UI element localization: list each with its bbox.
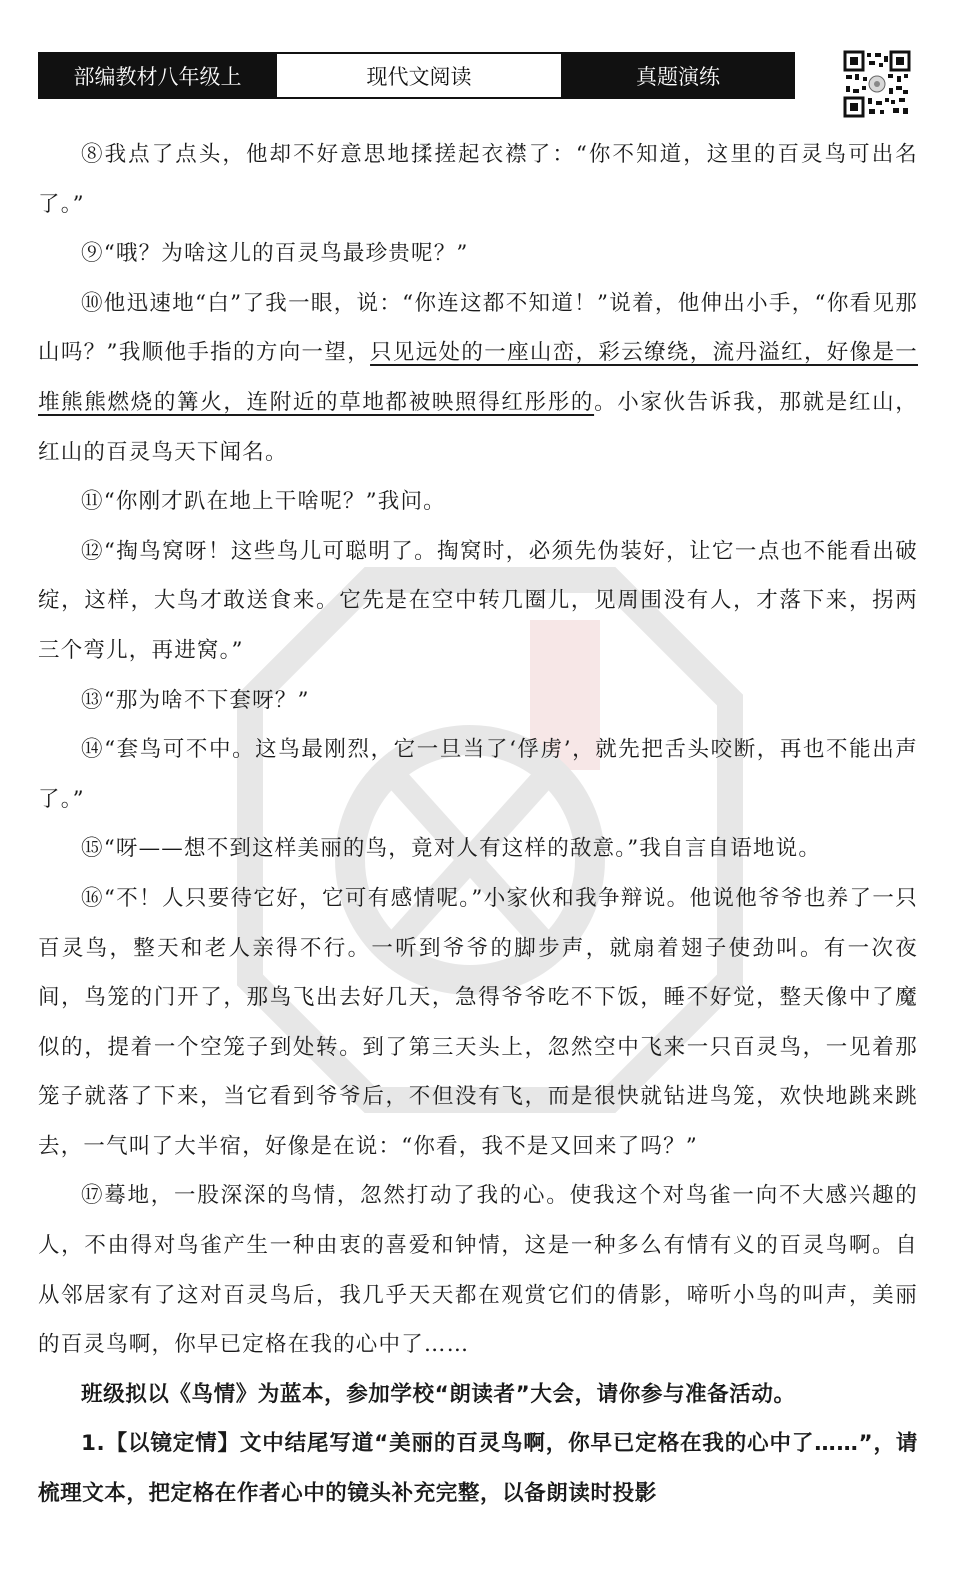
article-body (38, 130, 918, 1519)
paragraph-15: ⑮“呀——想不到这样美丽的鸟，竟对人有这样的敌意。”我自言自语地说。 (81, 836, 822, 862)
paragraph-14: ⑭“套鸟可不中。这鸟最刚烈，它一旦当了‘俘虏’，就先把舌头咬断，再也不能出声了。” (38, 737, 918, 812)
paragraph-16: ⑯“不！人只要待它好，它可有感情呢。”小家伙和我争辩说。他说他爷爷也养了一只百灵鸟，整天和老人亲得不行。一听到爷爷的脚步声，就扇着翅子使劲叫。有一次夜间，鸟笼的门开了，那鸟飞出去好几天，急得爷爷吃不下饭，睡不好觉，整天像中了魔似的，提着一个空笼子到处转。到了第三天头上，忽然空中飞来一只百灵鸟，一见着那笼子就落了下来，当它看到爷爷后，不但没有飞，而是很快就钻进鸟笼，欢快地跳来跳去，一气叫了大半宿，好像是在说：“你看，我不是又回来了吗？” (38, 885, 918, 1159)
header-bar (38, 52, 795, 99)
paragraph-11: ⑪“你刚才趴在地上干啥呢？”我问。 (81, 489, 446, 515)
paragraph-17: ⑰蓦地，一股深深的鸟情，忽然打动了我的心。使我这个对鸟雀一向不大感兴趣的人，不由得对鸟雀产生一种由衷的喜爱和钟情，这是一种多么有情有义的百灵鸟啊。自从邻居家有了这对百灵鸟后，我几乎天天都在观赏它们的倩影，啼听小鸟的叫声，美丽的百灵鸟啊，你早已定格在我的心中了…… (38, 1183, 918, 1358)
question-1: 1.【以镜定情】文中结尾写道“美丽的百灵鸟啊，你早已定格在我的心中了……”，请梳理文本，把定格在作者心中的镜头补充完整，以备朗读时投影 (38, 1431, 918, 1507)
paragraph-10-lead: ⑩他迅速地“白”了我一眼，说：“你连这都不知道！”说着，他伸出小手，“你看见那山吗？”我顺他手指的方向一望， (38, 290, 918, 366)
header-textbook: 部编教材八年级上 (40, 54, 275, 97)
paragraph-10-tail: 。小家伙告诉我，那就是红山，红山的百灵鸟天下闻名。 (38, 389, 918, 465)
qr-code-icon[interactable] (843, 50, 911, 118)
paragraph-9: ⑨“哦？为啥这儿的百灵鸟最珍贵呢？” (81, 241, 469, 267)
paragraph-8: ⑧我点了点头，他却不好意思地揉搓起衣襟了：“你不知道，这里的百灵鸟可出名了。” (38, 142, 918, 217)
underlined-sentence: 只见远处的一座山峦，彩云缭绕，流丹溢红，好像是一堆熊熊燃烧的篝火，连附近的草地都被映照得红彤彤的 (38, 340, 918, 415)
paragraph-12: ⑫“掏鸟窝呀！这些鸟儿可聪明了。掏窝时，必须先伪装好，让它一点也不能看出破绽，这样，大鸟才敢送食来。它先是在空中转几圈儿，见周围没有人，才落下来，拐两三个弯儿，再进窝。” (38, 538, 918, 663)
task-intro: 班级拟以《鸟情》为蓝本，参加学校“朗读者”大会，请你参与准备活动。 (81, 1381, 796, 1407)
header-practice: 真题演练 (563, 54, 793, 97)
paragraph-10 (38, 279, 918, 477)
paragraph-13: ⑬“那为啥不下套呀？” (81, 687, 310, 713)
header-section: 现代文阅读 (275, 54, 563, 97)
